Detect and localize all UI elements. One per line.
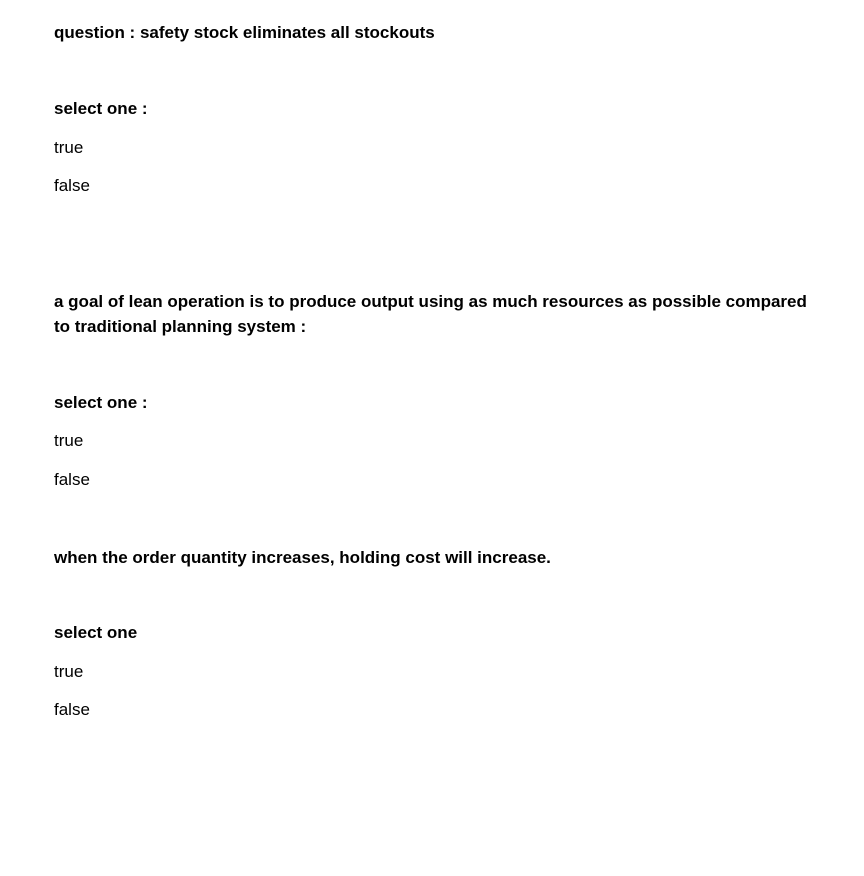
question-block-3 bbox=[54, 545, 814, 719]
option-false[interactable]: false bbox=[54, 176, 90, 195]
question-text: a goal of lean operation is to produce output using as much resources as possible compared to traditional planning system : bbox=[54, 292, 807, 336]
option-true[interactable]: true bbox=[54, 662, 84, 681]
option-false[interactable]: false bbox=[54, 700, 90, 719]
option-true[interactable]: true bbox=[54, 138, 84, 157]
question-text: question : safety stock eliminates all stockouts bbox=[54, 23, 435, 42]
question-block-1 bbox=[54, 20, 814, 195]
select-prompt: select one bbox=[54, 623, 138, 642]
select-prompt: select one : bbox=[54, 99, 148, 118]
question-text: when the order quantity increases, holding cost will increase. bbox=[54, 548, 551, 567]
question-block-2 bbox=[54, 289, 814, 489]
option-false[interactable]: false bbox=[54, 470, 90, 489]
select-prompt: select one : bbox=[54, 393, 148, 412]
option-true[interactable]: true bbox=[54, 431, 84, 450]
